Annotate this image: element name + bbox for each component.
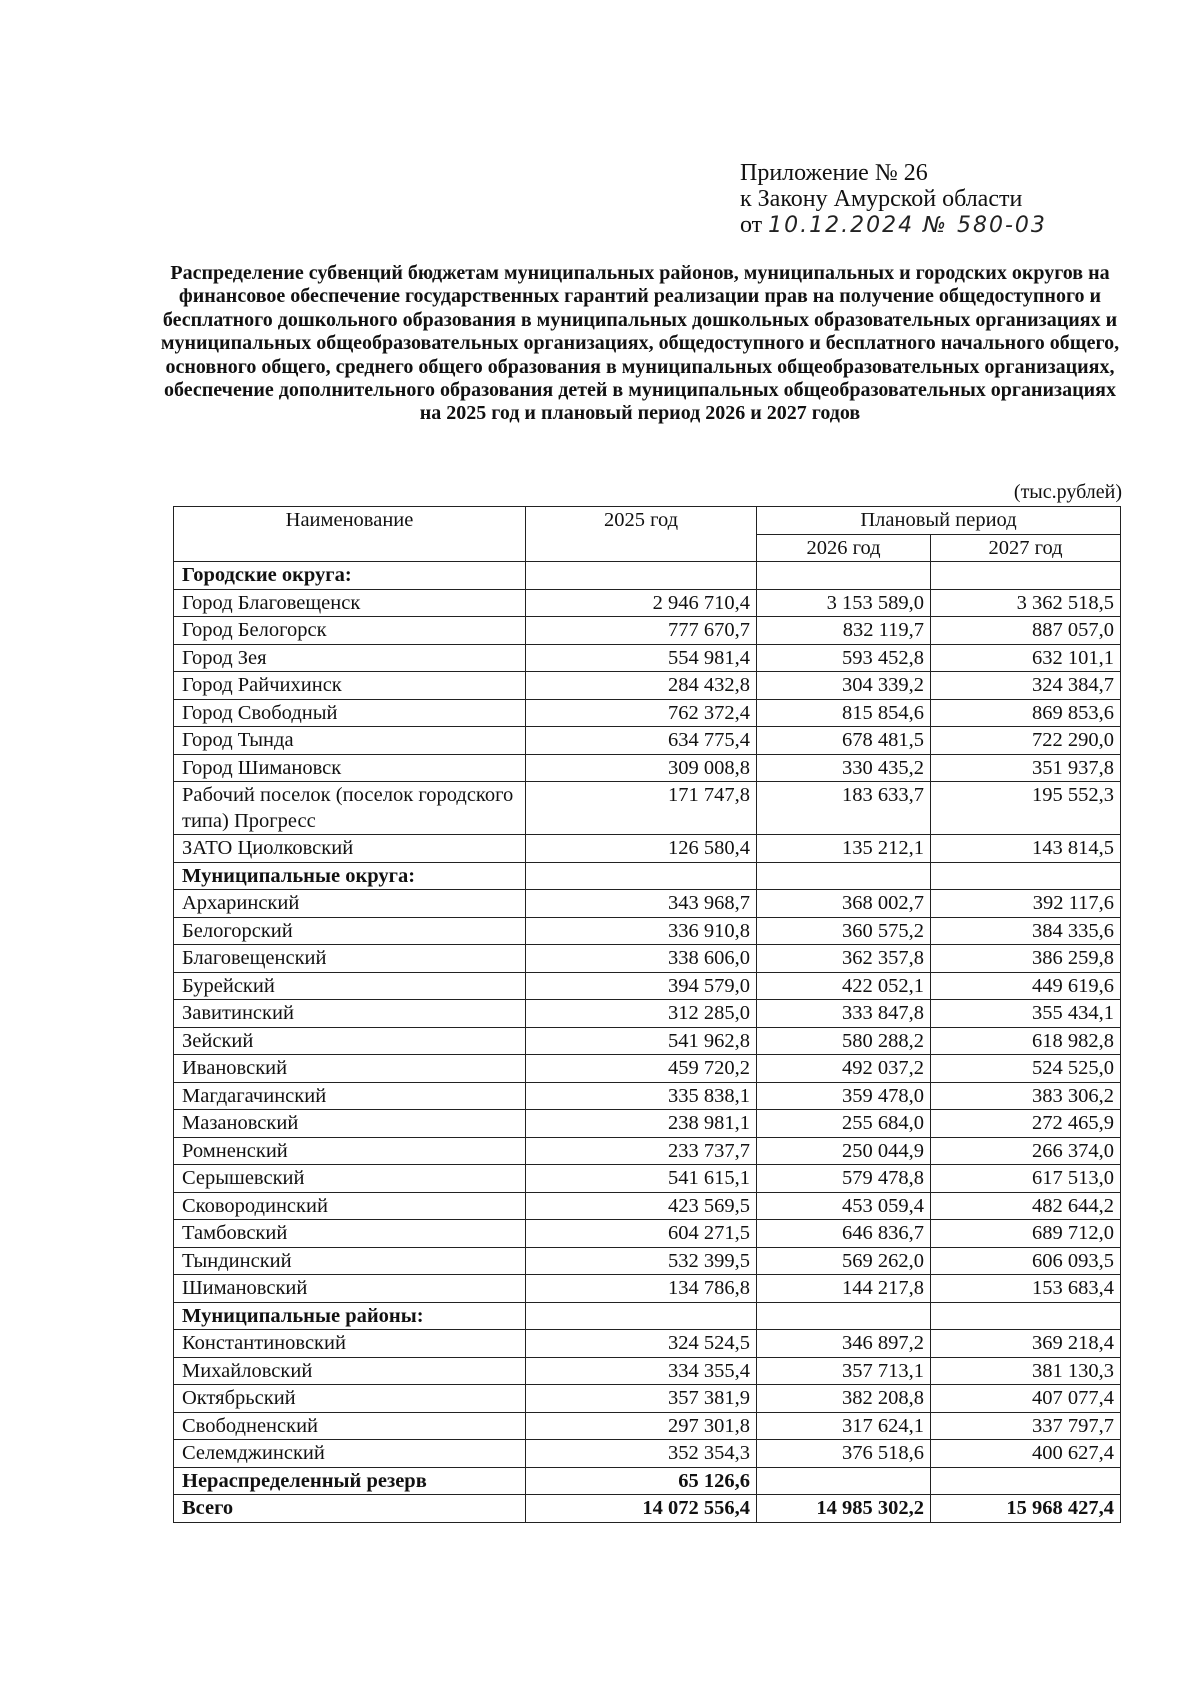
value-2026: 646 836,7: [757, 1220, 931, 1248]
value-2027: 482 644,2: [931, 1192, 1121, 1220]
value-2025: 238 981,1: [526, 1110, 757, 1138]
value-2027: 355 434,1: [931, 1000, 1121, 1028]
row-name: Сковородинский: [174, 1192, 526, 1220]
value-2026: 368 002,7: [757, 890, 931, 918]
value-2027: 722 290,0: [931, 727, 1121, 755]
reserve-row: [174, 1467, 1121, 1495]
value-2027: 407 077,4: [931, 1385, 1121, 1413]
row-name: Нераспределенный резерв: [174, 1467, 526, 1495]
value-2027: 524 525,0: [931, 1055, 1121, 1083]
row-name: Всего: [174, 1495, 526, 1523]
value-2025: 554 981,4: [526, 644, 757, 672]
section-header-row: [174, 562, 1121, 590]
handwritten-date-number: 10.12.2024 № 580-03: [768, 213, 1047, 238]
value-2026: 678 481,5: [757, 727, 931, 755]
value-2027: 632 101,1: [931, 644, 1121, 672]
value-2027: 351 937,8: [931, 754, 1121, 782]
table-row: [174, 917, 1121, 945]
value-2027: 272 465,9: [931, 1110, 1121, 1138]
table-row: [174, 1275, 1121, 1303]
value-2025: 134 786,8: [526, 1275, 757, 1303]
value-2025: 284 432,8: [526, 672, 757, 700]
row-name: Город Благовещенск: [174, 589, 526, 617]
table-row: [174, 1027, 1121, 1055]
table-row: [174, 1165, 1121, 1193]
row-name: Михайловский: [174, 1357, 526, 1385]
empty-cell: [757, 562, 931, 590]
row-name: Ромненский: [174, 1137, 526, 1165]
table-row: [174, 617, 1121, 645]
row-name: Шимановский: [174, 1275, 526, 1303]
value-2027: 195 552,3: [931, 782, 1121, 835]
units-label: (тыс.рублей): [1013, 481, 1122, 503]
value-2027: 153 683,4: [931, 1275, 1121, 1303]
value-2026: 3 153 589,0: [757, 589, 931, 617]
empty-cell: [757, 1302, 931, 1330]
value-2025: 309 008,8: [526, 754, 757, 782]
header-2027: 2027 год: [931, 534, 1121, 562]
value-2025: 312 285,0: [526, 1000, 757, 1028]
empty-cell: [931, 862, 1121, 890]
value-2027: 386 259,8: [931, 945, 1121, 973]
appendix-law-reference: к Закону Амурской области: [740, 186, 1023, 212]
document-title: Распределение субвенций бюджетам муниципальных районов, муниципальных и городских округов на финансовое обеспечение государственных гарантий реализации прав на получение общедоступного и бесплатного дошкольного образования в муниципальных дошкольных образовательных организациях и муниципальных общеобразовательных организациях, общедоступного и бесплатного начального общего, основного общего, среднего общего образования в муниципальных общеобразовательных организациях, обеспечение дополнительного образования детей в муниципальных общеобразовательных организациях на 2025 год и плановый период 2026 и 2027 годов: [160, 262, 1120, 425]
row-name: Город Тында: [174, 727, 526, 755]
value-2027: [931, 1467, 1121, 1495]
row-name: Бурейский: [174, 972, 526, 1000]
value-2026: 357 713,1: [757, 1357, 931, 1385]
empty-cell: [931, 562, 1121, 590]
total-row: [174, 1495, 1121, 1523]
value-2026: 422 052,1: [757, 972, 931, 1000]
value-2025: 338 606,0: [526, 945, 757, 973]
appendix-number: Приложение № 26: [740, 160, 928, 186]
value-2025: 532 399,5: [526, 1247, 757, 1275]
table-row: [174, 1082, 1121, 1110]
header-name: Наименование: [174, 507, 526, 562]
table-row: [174, 699, 1121, 727]
value-2026: 346 897,2: [757, 1330, 931, 1358]
table-row: [174, 835, 1121, 863]
value-2025: 343 968,7: [526, 890, 757, 918]
value-2025: 459 720,2: [526, 1055, 757, 1083]
header-2025: 2025 год: [526, 507, 757, 562]
value-2027: 449 619,6: [931, 972, 1121, 1000]
value-2026: 359 478,0: [757, 1082, 931, 1110]
value-2026: 14 985 302,2: [757, 1495, 931, 1523]
value-2027: 384 335,6: [931, 917, 1121, 945]
row-name: Город Белогорск: [174, 617, 526, 645]
value-2025: 171 747,8: [526, 782, 757, 835]
table-row: [174, 1055, 1121, 1083]
value-2025: 423 569,5: [526, 1192, 757, 1220]
section-header-row: [174, 1302, 1121, 1330]
value-2027: 381 130,3: [931, 1357, 1121, 1385]
section-title: Муниципальные районы:: [174, 1302, 526, 1330]
value-2026: 569 262,0: [757, 1247, 931, 1275]
table-row: [174, 1220, 1121, 1248]
table-row: [174, 1440, 1121, 1468]
appendix-date-line: [740, 212, 1047, 239]
table-row: [174, 890, 1121, 918]
table-row: [174, 782, 1121, 835]
value-2025: 634 775,4: [526, 727, 757, 755]
header-planned-period: Плановый период: [757, 507, 1121, 535]
appendix-block: [740, 160, 1047, 239]
empty-cell: [757, 862, 931, 890]
value-2026: 360 575,2: [757, 917, 931, 945]
table-row: [174, 1247, 1121, 1275]
value-2025: 324 524,5: [526, 1330, 757, 1358]
table-row: [174, 972, 1121, 1000]
value-2025: 336 910,8: [526, 917, 757, 945]
row-name: Город Райчихинск: [174, 672, 526, 700]
value-2027: 617 513,0: [931, 1165, 1121, 1193]
value-2027: 887 057,0: [931, 617, 1121, 645]
row-name: Тындинский: [174, 1247, 526, 1275]
value-2027: 400 627,4: [931, 1440, 1121, 1468]
row-name: Серышевский: [174, 1165, 526, 1193]
value-2025: 126 580,4: [526, 835, 757, 863]
value-2026: 135 212,1: [757, 835, 931, 863]
row-name: Город Свободный: [174, 699, 526, 727]
table-row: [174, 644, 1121, 672]
table-row: [174, 945, 1121, 973]
value-2026: 255 684,0: [757, 1110, 931, 1138]
value-2026: 333 847,8: [757, 1000, 931, 1028]
table-row: [174, 589, 1121, 617]
table-row: [174, 727, 1121, 755]
value-2027: 266 374,0: [931, 1137, 1121, 1165]
value-2027: 143 814,5: [931, 835, 1121, 863]
value-2026: 183 633,7: [757, 782, 931, 835]
empty-cell: [526, 1302, 757, 1330]
value-2026: 832 119,7: [757, 617, 931, 645]
row-name: Ивановский: [174, 1055, 526, 1083]
value-2026: 362 357,8: [757, 945, 931, 973]
value-2026: 250 044,9: [757, 1137, 931, 1165]
table-row: [174, 672, 1121, 700]
row-name: Константиновский: [174, 1330, 526, 1358]
table-row: [174, 1330, 1121, 1358]
row-name: Селемджинский: [174, 1440, 526, 1468]
header-2026: 2026 год: [757, 534, 931, 562]
row-name: Рабочий поселок (поселок городского типа) Прогресс: [174, 782, 526, 835]
value-2027: 337 797,7: [931, 1412, 1121, 1440]
value-2027: 392 117,6: [931, 890, 1121, 918]
value-2026: 453 059,4: [757, 1192, 931, 1220]
table-row: [174, 1385, 1121, 1413]
table-row: [174, 1137, 1121, 1165]
value-2027: 383 306,2: [931, 1082, 1121, 1110]
table-row: [174, 754, 1121, 782]
value-2025: 777 670,7: [526, 617, 757, 645]
value-2026: 492 037,2: [757, 1055, 931, 1083]
row-name: Город Зея: [174, 644, 526, 672]
table-row: [174, 1192, 1121, 1220]
table-row: [174, 1110, 1121, 1138]
section-title: Городские округа:: [174, 562, 526, 590]
value-2027: 324 384,7: [931, 672, 1121, 700]
row-name: Тамбовский: [174, 1220, 526, 1248]
row-name: Мазановский: [174, 1110, 526, 1138]
row-name: Благовещенский: [174, 945, 526, 973]
row-name: Белогорский: [174, 917, 526, 945]
row-name: Зейский: [174, 1027, 526, 1055]
table-body: [174, 507, 1121, 1523]
value-2026: 580 288,2: [757, 1027, 931, 1055]
row-name: ЗАТО Циолковский: [174, 835, 526, 863]
row-name: Завитинский: [174, 1000, 526, 1028]
empty-cell: [526, 862, 757, 890]
value-2026: 317 624,1: [757, 1412, 931, 1440]
value-2025: 334 355,4: [526, 1357, 757, 1385]
section-header-row: [174, 862, 1121, 890]
value-2025: 357 381,9: [526, 1385, 757, 1413]
row-name: Город Шимановск: [174, 754, 526, 782]
value-2026: 330 435,2: [757, 754, 931, 782]
value-2025: 65 126,6: [526, 1467, 757, 1495]
value-2027: 15 968 427,4: [931, 1495, 1121, 1523]
value-2025: 541 962,8: [526, 1027, 757, 1055]
value-2025: 2 946 710,4: [526, 589, 757, 617]
value-2027: 606 093,5: [931, 1247, 1121, 1275]
value-2027: 618 982,8: [931, 1027, 1121, 1055]
value-2025: 541 615,1: [526, 1165, 757, 1193]
value-2026: 593 452,8: [757, 644, 931, 672]
subvention-table: [173, 506, 1121, 1523]
value-2026: 579 478,8: [757, 1165, 931, 1193]
row-name: Магдагачинский: [174, 1082, 526, 1110]
value-2027: 689 712,0: [931, 1220, 1121, 1248]
value-2026: 376 518,6: [757, 1440, 931, 1468]
table-row: [174, 1357, 1121, 1385]
table-row: [174, 1000, 1121, 1028]
value-2025: 762 372,4: [526, 699, 757, 727]
value-2025: 352 354,3: [526, 1440, 757, 1468]
value-2025: 394 579,0: [526, 972, 757, 1000]
value-2025: 233 737,7: [526, 1137, 757, 1165]
value-2025: 604 271,5: [526, 1220, 757, 1248]
value-2026: [757, 1467, 931, 1495]
section-title: Муниципальные округа:: [174, 862, 526, 890]
value-2025: 14 072 556,4: [526, 1495, 757, 1523]
value-2027: 369 218,4: [931, 1330, 1121, 1358]
row-name: Октябрьский: [174, 1385, 526, 1413]
table-row: [174, 1412, 1121, 1440]
value-2026: 815 854,6: [757, 699, 931, 727]
value-2025: 297 301,8: [526, 1412, 757, 1440]
value-2026: 304 339,2: [757, 672, 931, 700]
value-2027: 3 362 518,5: [931, 589, 1121, 617]
row-name: Свободненский: [174, 1412, 526, 1440]
value-2027: 869 853,6: [931, 699, 1121, 727]
value-2026: 382 208,8: [757, 1385, 931, 1413]
value-2025: 335 838,1: [526, 1082, 757, 1110]
header-row-1: [174, 507, 1121, 535]
appendix-date-prefix: от: [740, 212, 763, 238]
empty-cell: [931, 1302, 1121, 1330]
value-2026: 144 217,8: [757, 1275, 931, 1303]
empty-cell: [526, 562, 757, 590]
row-name: Архаринский: [174, 890, 526, 918]
